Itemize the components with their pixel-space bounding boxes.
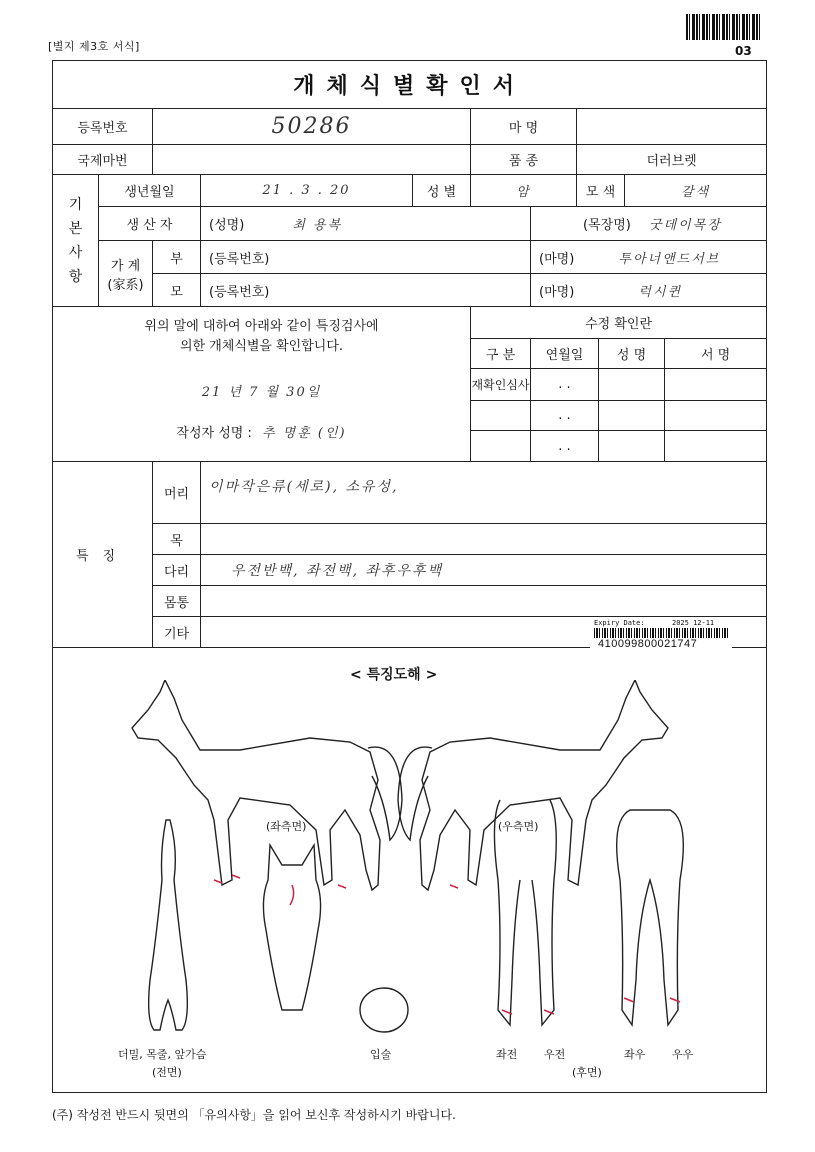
sex-label: 성 별 [413,175,471,207]
revision-row1-date: . . [531,369,599,401]
leg-right-hind-caption: 우우 [672,1048,694,1061]
dam-reg-label: (등록번호) [201,274,531,307]
confirm-date: 21 년 7 월 30일 [201,385,322,400]
revision-row2-type [471,401,531,431]
revision-row1-name [599,369,665,401]
neck-label: 목 [153,524,201,555]
features-section-label: 특징 [53,462,153,648]
revision-row3-type [471,431,531,462]
statement-line-1: 위의 말에 대하여 아래와 같이 특징검사에 [144,319,379,334]
sire-name-label: (마명) [539,251,575,267]
head-label: 머리 [153,462,201,524]
form-title: 개체식별확인서 [53,61,767,109]
revision-col-name: 성 명 [599,339,665,369]
right-side-horse [398,680,668,890]
author-line [53,422,470,441]
author-label: 작성자 성명 : [176,426,252,441]
microchip-sticker [590,617,732,653]
other-label: 기타 [153,617,201,648]
front-caption: 더밀, 목줄, 앞가슴 [118,1048,207,1061]
intl-no-label: 국제마번 [53,145,153,175]
revision-row2-name [599,401,665,431]
head-front-view [263,845,320,1010]
muzzle-view [360,988,408,1032]
revision-row2-sign [665,401,767,431]
front-sub-caption: (전면) [152,1066,182,1079]
expiry-label: Expiry Date: [594,619,645,627]
farm-label: (목장명) [583,218,631,233]
revision-row3-sign [665,431,767,462]
breed-value: 더러브렛 [577,145,767,175]
muzzle-caption: 입술 [370,1048,392,1061]
diagram-title: < 특징도해 > [350,667,438,683]
horse-name-value [577,109,767,145]
footer-note: (주) 작성전 반드시 뒷면의 「유의사항」을 읽어 보신후 작성하시기 바랍니다. [52,1108,456,1122]
left-side-horse [132,680,402,890]
sticker-barcode [594,628,728,638]
horse-diagram [110,680,710,1100]
breeder-name-label: (성명) [209,218,245,233]
confirm-statement [53,307,471,462]
reg-no-label: 등록번호 [53,109,153,145]
sire-name-value: 투아너앤드서브 [618,251,721,267]
sticker-number: 410099800021747 [598,638,698,650]
form-label: [별지 제3호 서식] [48,40,140,53]
revision-title: 수정 확인란 [471,307,767,339]
left-side-caption: (좌측면) [266,820,307,833]
expiry-value: 2025 12-11 [672,619,715,627]
farm-value: 굿데이목장 [648,218,722,233]
revision-row1-sign [665,369,767,401]
neck-value [201,524,767,555]
body-label: 몸통 [153,586,201,617]
revision-row2-date: . . [531,401,599,431]
breeder-label: 생 산 자 [99,207,201,241]
rear-caption: (후면) [572,1066,602,1079]
revision-row3-date: . . [531,431,599,462]
pedigree-label: 가 계 (家系) [99,241,153,307]
right-side-caption: (우측면) [498,820,539,833]
revision-col-sign: 서 명 [665,339,767,369]
dam-name-value: 럭시퀸 [638,284,683,300]
breed-label: 품 종 [471,145,577,175]
revision-col-date: 연월일 [531,339,599,369]
leg-right-front-caption: 우전 [544,1048,566,1061]
leg-label: 다리 [153,555,201,586]
color-value: 갈색 [625,175,767,207]
sex-value: 암 [471,175,577,207]
farm-cell [531,207,767,241]
dam-name-label: (마명) [539,284,575,300]
birth-value: 21 . 3 . 20 [201,175,413,207]
color-label: 모 색 [577,175,625,207]
revision-row3-name [599,431,665,462]
top-barcode [686,14,762,40]
author-value: 추 명훈 (인) [261,426,347,441]
dam-name-cell [531,274,767,307]
reg-no-value: 50286 [153,109,471,145]
horse-name-label: 마 명 [471,109,577,145]
marking-lines [214,875,680,1014]
sire-name-cell [531,241,767,274]
revision-col-type: 구 분 [471,339,531,369]
intl-no-value [153,145,471,175]
leg-left-front-caption: 좌전 [496,1048,518,1061]
revision-row1-type: 재확인심사 [471,369,531,401]
head-value: 이마작은류(세로), 소유성, [201,462,767,524]
front-view-horse [149,820,188,1030]
body-value [201,586,767,617]
basic-section-label: 기본사항 [53,175,99,307]
leg-left-hind-caption: 좌우 [624,1048,646,1061]
sire-reg-label: (등록번호) [201,241,531,274]
birth-label: 생년월일 [99,175,201,207]
page-number: 03 [735,44,752,58]
breeder-name-cell [201,207,531,241]
pedigree-hanja: (家系) [107,277,144,293]
statement-line-2: 의한 개체식별을 확인합니다. [179,339,344,354]
dam-label: 모 [153,274,201,307]
rear-view-horse [617,810,684,1025]
leg-value: 우전반백, 좌전백, 좌후우후백 [201,555,767,586]
breeder-name-value: 최 용복 [292,218,343,233]
sire-label: 부 [153,241,201,274]
